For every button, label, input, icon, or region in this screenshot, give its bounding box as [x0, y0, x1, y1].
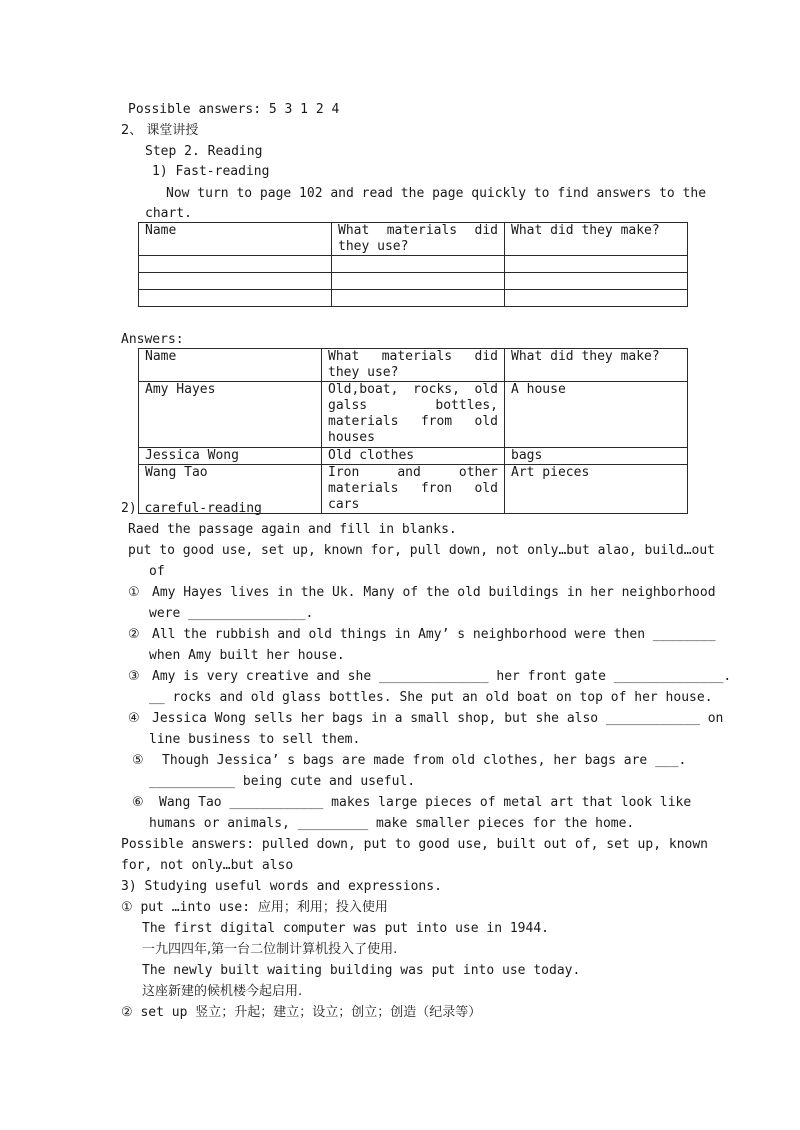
item-number: ⑥: [132, 795, 144, 810]
header-cell-make: What did they make?: [505, 223, 688, 256]
item-continuation: humans or animals, _________ make smaller pieces for the home.: [149, 816, 635, 831]
word-bank-line-2: of: [149, 564, 165, 579]
instruction-line-2: chart.: [145, 206, 192, 221]
item-number: ④: [128, 711, 140, 726]
table-cell: [139, 273, 332, 290]
header-cell-materials: What materials did they use?: [332, 223, 505, 256]
table-cell: [139, 290, 332, 307]
example-1-english: The first digital computer was put into use in 1944.: [142, 921, 549, 936]
item-text: Jessica Wong sells her bags in a small shop, but she also ____________ on: [152, 711, 724, 726]
item-number: ③: [128, 669, 140, 684]
answers-table-header-row: [139, 349, 688, 382]
example-2-english: The newly built waiting building was put into use today.: [142, 963, 581, 978]
table-cell: Wang Tao: [139, 465, 322, 514]
list-item: [152, 711, 724, 727]
item-number: ⑤: [132, 753, 144, 768]
example-2-chinese: 这座新建的候机楼今起启用.: [142, 984, 303, 999]
word-bank-text: put to good use, set up, known for, pull down, not only…but alao, build…out: [128, 543, 715, 558]
table-row: [139, 290, 688, 307]
table-cell: [332, 273, 505, 290]
item-continuation: __ rocks and old glass bottles. She put an old boat on top of her house.: [149, 690, 713, 705]
item-number: ①: [128, 585, 140, 600]
studying-heading: 3) Studying useful words and expressions.: [121, 879, 442, 894]
header-cell-name: Name: [139, 349, 322, 382]
item-text: Amy is very creative and she ______________ her front gate ______________.: [152, 669, 732, 684]
step-heading: Step 2. Reading: [145, 144, 263, 159]
answers-label: Answers:: [121, 332, 184, 347]
possible-answers-text: Possible answers: pulled down, put to good use, built out of, set up, known: [121, 837, 708, 852]
item-continuation: when Amy built her house.: [149, 648, 345, 663]
table-cell: Iron and other materials fron old cars: [322, 465, 505, 514]
expression-1: ① put …into use: 应用；利用；投入使用: [121, 900, 388, 915]
instruction-line-1: [166, 186, 707, 202]
example-1-chinese: 一九四四年,第一台二位制计算机投入了使用.: [142, 942, 398, 957]
expression-2: ② set up 竖立；升起；建立；设立；创立；创造（纪录等）: [121, 1005, 482, 1020]
table-cell: Art pieces: [505, 465, 688, 514]
section-heading: 2、 课堂讲授: [121, 123, 199, 138]
header-cell-make: What did they make?: [505, 349, 688, 382]
instruction-text: Now turn to page 102 and read the page quickly to find answers to the: [166, 186, 707, 201]
table-cell: [505, 256, 688, 273]
table-cell: [505, 290, 688, 307]
item-continuation: were _______________.: [149, 606, 314, 621]
table-row: [139, 256, 688, 273]
careful-reading-heading: 2) careful-reading: [121, 501, 262, 516]
item-continuation: line business to sell them.: [149, 732, 361, 747]
header-cell-materials: What materials did they use?: [322, 349, 505, 382]
header-cell-name: Name: [139, 223, 332, 256]
list-item: [152, 627, 716, 643]
possible-answers-line-2: for, not only…but also: [121, 858, 294, 873]
list-item: [159, 795, 692, 811]
chart-table: [138, 222, 688, 307]
table-cell: Jessica Wong: [139, 448, 322, 465]
item-text: All the rubbish and old things in Amy’ s neighborhood were then ________: [152, 627, 716, 642]
table-cell: [139, 256, 332, 273]
item-text: Wang Tao ____________ makes large pieces of metal art that look like: [159, 795, 692, 810]
item-continuation: ___________ being cute and useful.: [149, 774, 416, 789]
table-cell: [332, 256, 505, 273]
table-cell: Old clothes: [322, 448, 505, 465]
table-row: [139, 382, 688, 448]
answers-table: [138, 348, 688, 514]
table-cell: Amy Hayes: [139, 382, 322, 448]
possible-answers-line-1: [121, 837, 708, 853]
list-item: [152, 585, 716, 601]
table-cell: bags: [505, 448, 688, 465]
table-cell: [332, 290, 505, 307]
table-row: [139, 448, 688, 465]
item-text: Amy Hayes lives in the Uk. Many of the old buildings in her neighborhood: [152, 585, 716, 600]
word-bank-line-1: [128, 543, 715, 559]
list-item: [152, 669, 732, 685]
chart-table-header-row: [139, 223, 688, 256]
item-number: ②: [128, 627, 140, 642]
table-cell: [505, 273, 688, 290]
table-cell: Old,boat, rocks, old galss bottles, materials from old houses: [322, 382, 505, 448]
table-cell: A house: [505, 382, 688, 448]
table-row: [139, 273, 688, 290]
fill-instruction: Raed the passage again and fill in blanks.: [128, 522, 457, 537]
item-text: Though Jessica’ s bags are made from old clothes, her bags are ___.: [162, 753, 687, 768]
possible-answers-order: Possible answers: 5 3 1 2 4: [128, 102, 340, 117]
fast-reading-heading: 1) Fast-reading: [152, 164, 270, 179]
list-item: [162, 753, 687, 769]
